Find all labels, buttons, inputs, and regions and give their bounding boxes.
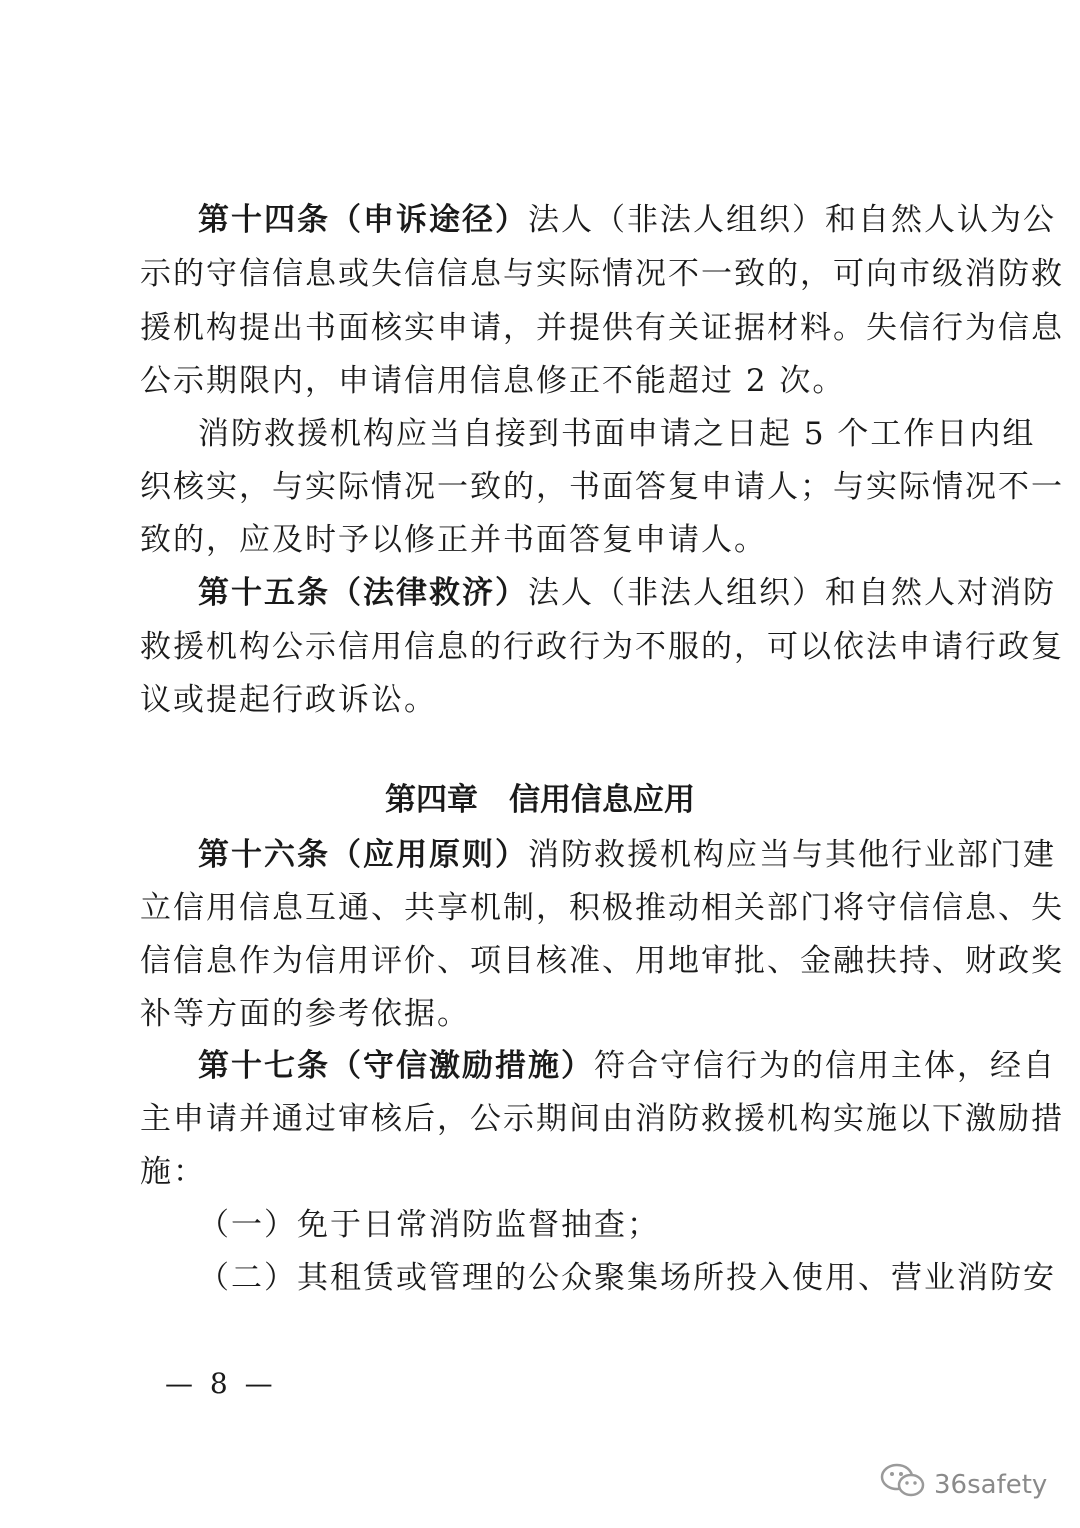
article16-first-line [198,835,1056,875]
article14-para2-line: 织核实，与实际情况一致的，书面答复申请人；与实际情况不一 [140,469,1064,505]
article15-text-line: 议或提起行政诉讼。 [140,682,437,718]
article17-item: （二）其租赁或管理的公众聚集场所投入使用、营业消防安 [198,1260,1056,1296]
article17-text-line: 符合守信行为的信用主体，经自 [594,1048,1056,1084]
article14-heading: 第十四条（申诉途径） [198,202,528,238]
article17-text-line: 施： [140,1154,206,1190]
article14-text-line: 法人（非法人组织）和自然人认为公 [528,202,1056,238]
wechat-icon [880,1462,926,1507]
article17-first-line [198,1046,1056,1086]
article17-item: （一）免于日常消防监督抽查； [198,1207,660,1243]
article15-text-line: 法人（非法人组织）和自然人对消防 [528,575,1056,611]
article15-text-line: 救援机构公示信用信息的行政行为不服的，可以依法申请行政复 [140,629,1064,665]
article16-text-line: 信信息作为信用评价、项目核准、用地审批、金融扶持、财政奖 [140,943,1064,979]
article16-heading: 第十六条（应用原则） [198,837,528,873]
page-number: — 8 — [165,1367,277,1400]
article14-text-line: 示的守信信息或失信信息与实际情况不一致的，可向市级消防救 [140,256,1064,292]
watermark [880,1462,1047,1507]
article14-para2-line: 致的，应及时予以修正并书面答复申请人。 [140,522,767,558]
article14-first-line [198,200,1056,240]
article17-text-line: 主申请并通过审核后，公示期间由消防救援机构实施以下激励措 [140,1101,1064,1137]
watermark-text: 36safety [934,1469,1048,1500]
chapter-title: 第四章 信用信息应用 [385,782,695,818]
article17-heading: 第十七条（守信激励措施） [198,1048,594,1084]
article16-text-line: 消防救援机构应当与其他行业部门建 [528,837,1056,873]
article16-text-line: 补等方面的参考依据。 [140,996,470,1032]
article14-text-line: 援机构提出书面核实申请，并提供有关证据材料。失信行为信息 [140,310,1064,346]
article15-first-line [198,573,1056,613]
article14-para2-line: 消防救援机构应当自接到书面申请之日起 5 个工作日内组 [198,416,1036,452]
article16-text-line: 立信用信息互通、共享机制，积极推动相关部门将守信信息、失 [140,890,1064,926]
article14-text-line: 公示期限内，申请信用信息修正不能超过 2 次。 [140,363,846,399]
article15-heading: 第十五条（法律救济） [198,575,528,611]
